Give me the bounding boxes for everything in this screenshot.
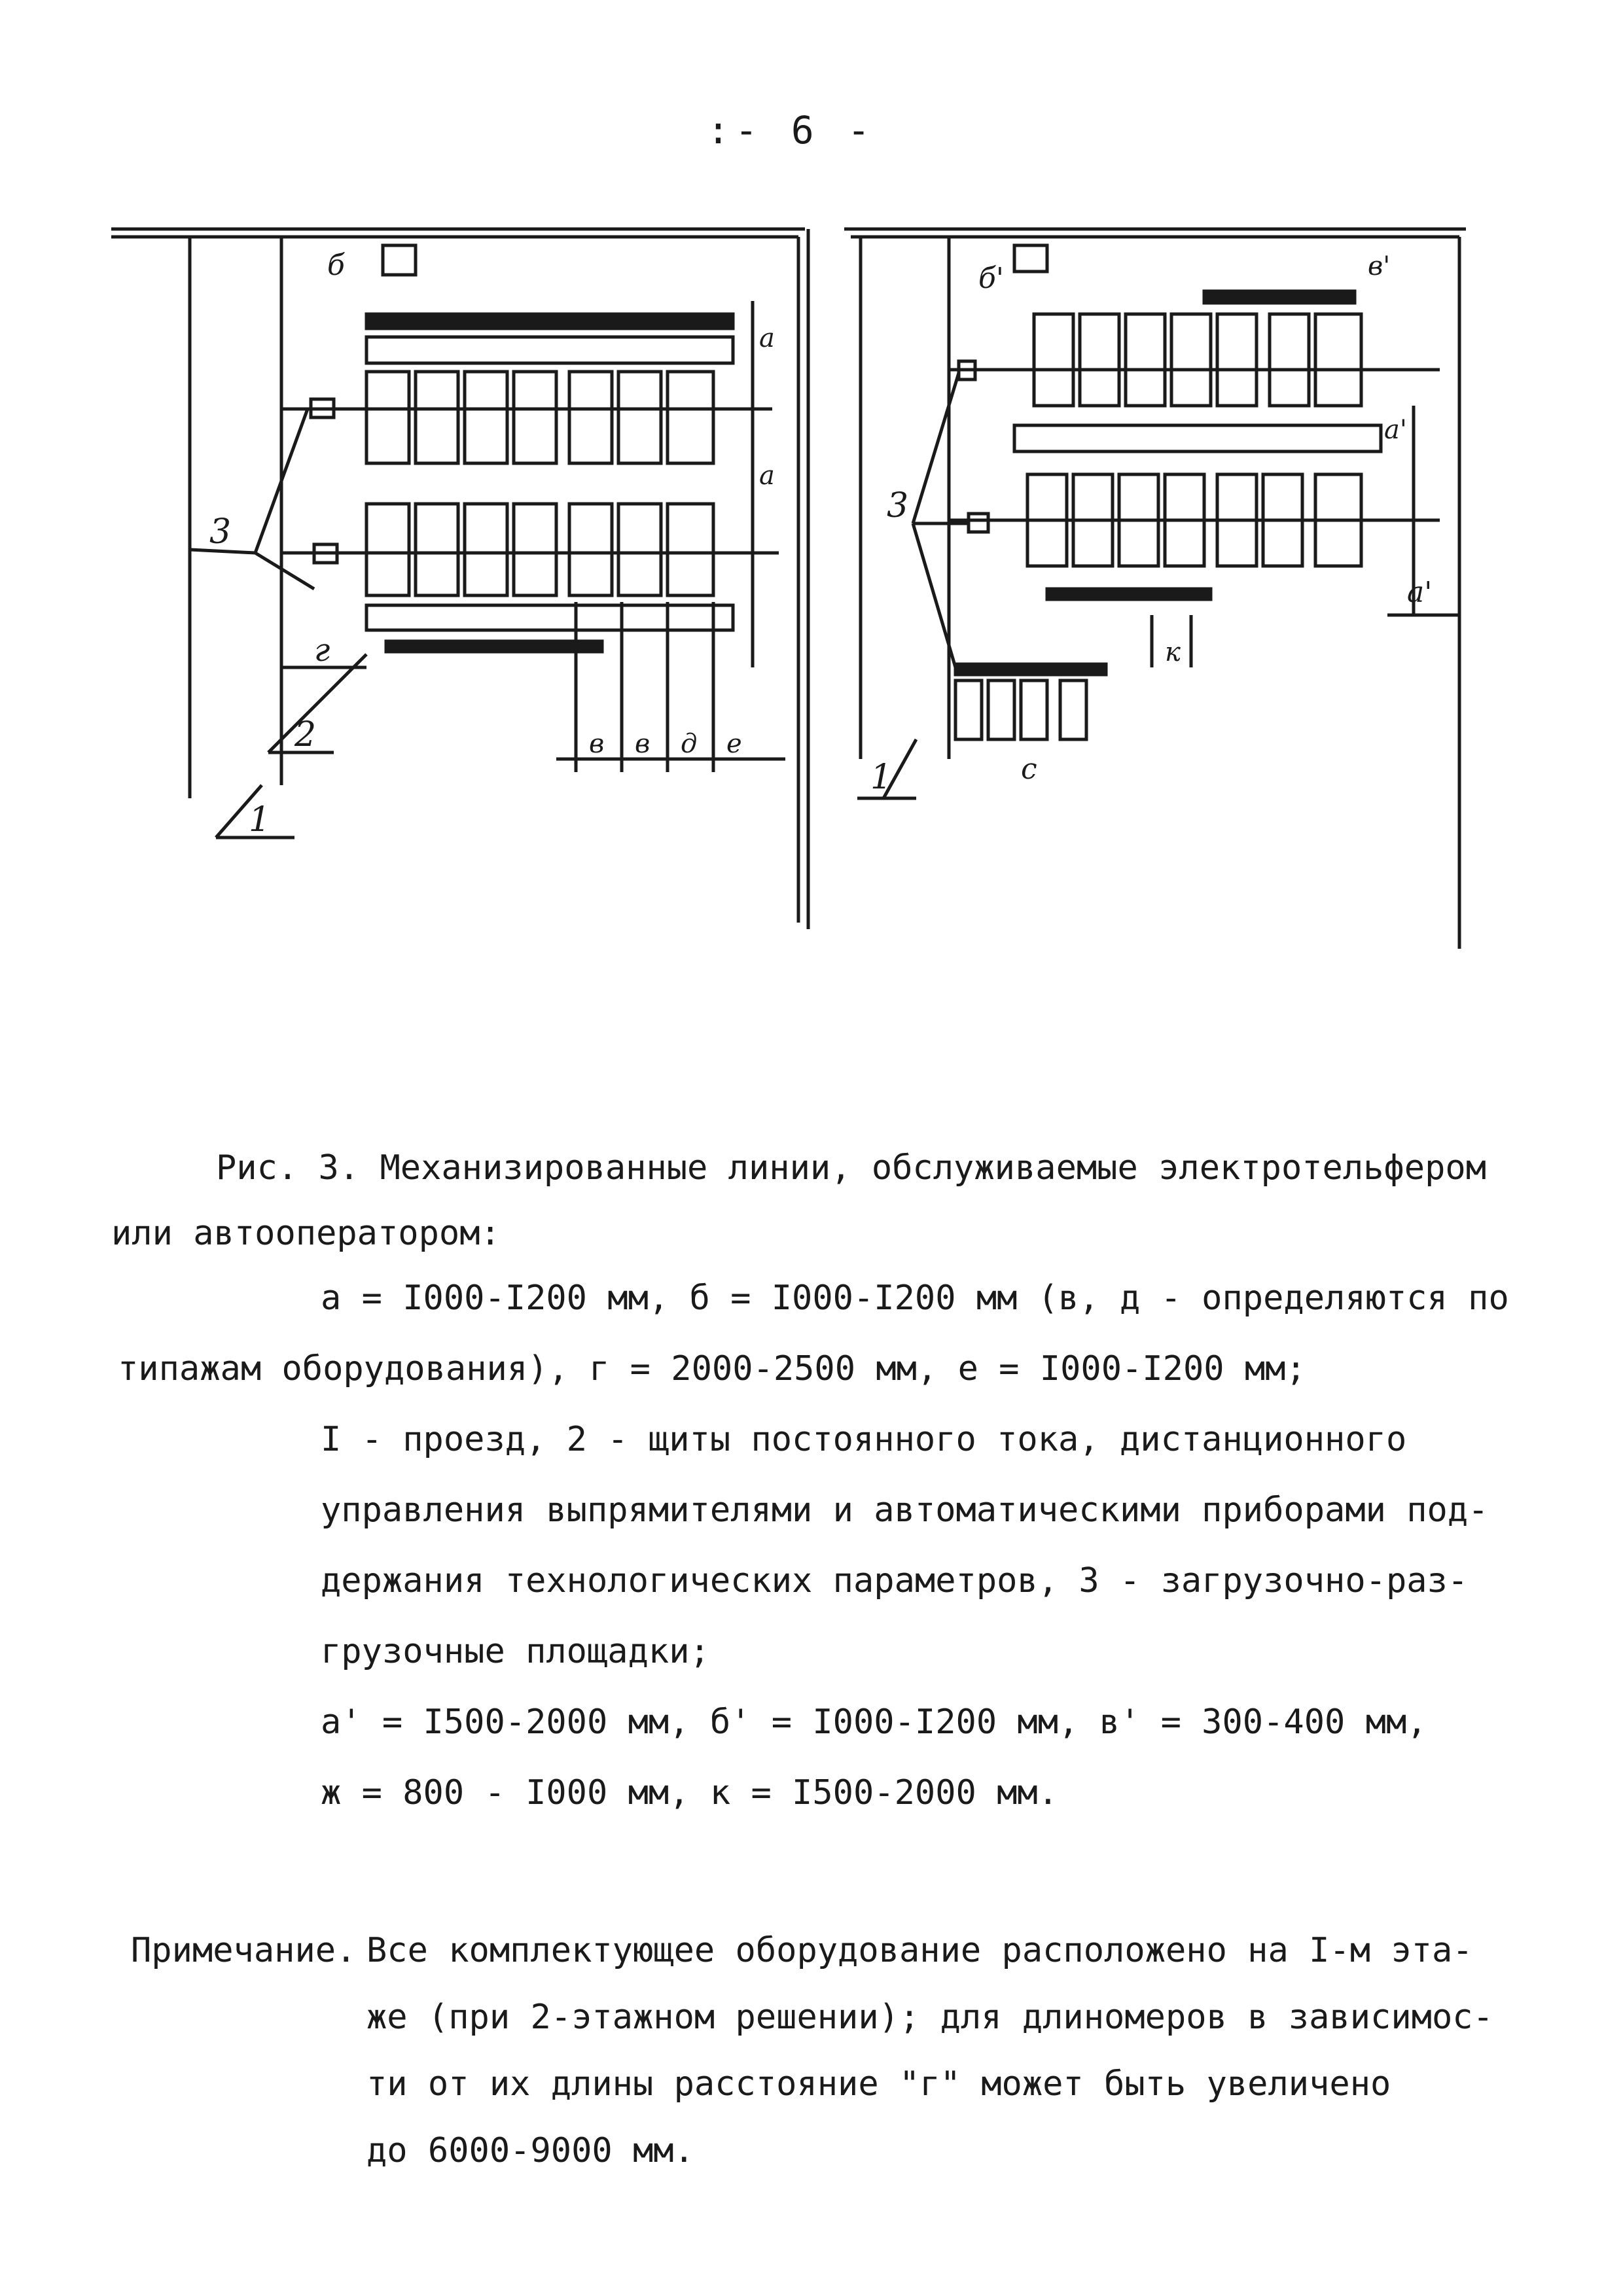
label-v1: в [589,729,605,759]
figure-legend [118,1263,1512,1828]
label-d: д [681,729,698,759]
note-line-1 [131,1917,1505,1984]
layout-drawing [105,209,1505,981]
legend-line-3: I - проезд, 2 - щиты постоянного тока, дистанционного [321,1420,1407,1459]
label-b: б [327,249,345,282]
page-number: :- 6 - [707,108,876,152]
note-line-3: ти от их длины расстояние "г" может быть увеличено [366,2064,1391,2104]
label-a-mid: a [759,461,775,491]
label-v2: в [635,729,651,759]
legend-line-8: ж = 800 - I000 мм, к = I500-2000 мм. [321,1773,1059,1812]
legend-line-6: грузочные площадки; [321,1632,710,1671]
figure-caption [111,1135,1512,1266]
note-block [131,1917,1505,2184]
note-text-1: Все комплектующее оборудование расположено на I-м эта- [366,1931,1473,1970]
legend-line-5: держания технологических параметров, 3 - загрузочно-раз- [321,1561,1469,1600]
legend-line-2: типажам оборудования), г = 2000-2500 мм, е = I000-I200 мм; [118,1349,1306,1388]
label-a-top: a [759,323,775,353]
label-2: 2 [294,715,317,754]
label-1-right: 1 [870,758,893,797]
label-3-right: 3 [887,486,909,525]
note-line-4: до 6000-9000 мм. [366,2131,694,2170]
caption-line-1: Рис. 3. Механизированные линии, обслуживаемые электротельфером [216,1148,1487,1188]
label-3-left: 3 [209,512,232,552]
label-a-prime-side: a' [1407,576,1433,609]
label-e: е [726,729,742,759]
label-k: к [1165,637,1181,667]
caption-line-2: или автооператором: [111,1214,501,1253]
note-label: Примечание. [131,1931,357,1970]
label-b-prime: б' [978,262,1004,295]
legend-line-7: a' = I500-2000 мм, б' = I000-I200 мм, в' = 300-400 мм, [321,1703,1427,1742]
label-v-prime: в' [1368,251,1391,281]
legend-line-4: управления выпрямителями и автоматическими приборами под- [321,1491,1489,1530]
label-1-left: 1 [249,800,271,839]
note-line-2: же (при 2-этажном решении); для длиномеров в зависимос- [366,1998,1493,2037]
label-a-prime-top: a' [1384,415,1407,445]
label-g: г [314,632,330,669]
legend-line-1: a = I000-I200 мм, б = I000-I200 мм (в, д - определяются по [321,1279,1509,1318]
label-c: c [1021,752,1037,786]
